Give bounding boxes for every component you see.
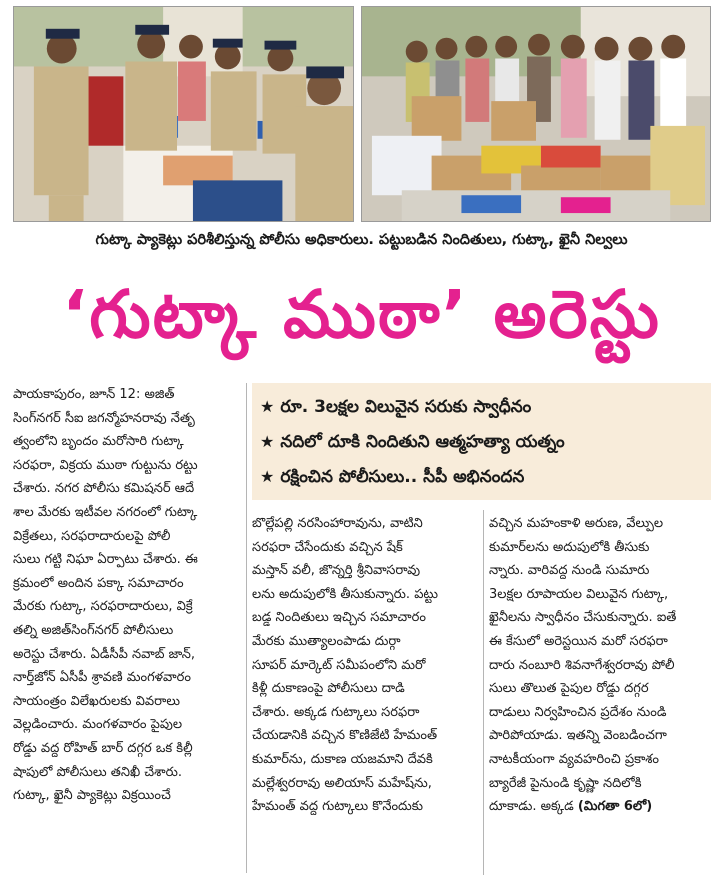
article-line: రోడ్డు వద్ద రోహిత్ బార్ దగ్గర ఒక కిల్లీ xyxy=(13,740,193,756)
article-line: శాల మేరకు ఇటీవల నగరంలో గుట్కా xyxy=(13,504,198,520)
article-line-end: దూకాడు. అక్కడ xyxy=(489,799,574,815)
highlight-item xyxy=(260,459,703,494)
article-line: కిళ్లీ దుకాణంపై పోలీసులు దాడి xyxy=(252,681,405,697)
article-line: దాడులు నిర్వహించిన ప్రదేశం నుండి xyxy=(489,704,667,720)
highlight-text: రక్షించిన పోలీసులు.. సీపీ అభినందన xyxy=(280,467,525,487)
article-line: వచ్చిన మహంకాళి అరుణ, వేల్పుల xyxy=(489,516,664,531)
article-line: కుమార్‌లను అదుపులోకి తీసుకు xyxy=(489,539,650,555)
article-line: పాయకాపురం, జూన్ 12: అజిత్ xyxy=(13,387,175,402)
article-line: పారిపోయాడు. ఇతన్ని వెంబడించగా xyxy=(489,728,667,744)
highlight-text: రూ. 3లక్షల విలువైన సరుకు స్వాధీనం xyxy=(280,397,532,417)
article-line: 3లక్షల రూపాయల విలువైన గుట్కా, xyxy=(489,586,669,602)
column-divider xyxy=(246,383,247,873)
article-line: దారు నంబూరి శివనాగేశ్వరరావు పోలీ xyxy=(489,657,675,673)
star-bullet-icon: ★ xyxy=(260,432,275,451)
photo-accused-with-seized-stock xyxy=(361,6,711,222)
article-line: కుమార్‌ను, దుకాణ యజమాని దేవకి xyxy=(252,751,433,767)
article-line: చేశారు. నగర పోలీసు కమిషనర్ ఆదే xyxy=(13,481,195,497)
continued-note: (మిగతా 6లో) xyxy=(577,799,653,815)
article-line: సాయంత్రం విలేఖరులకు వివరాలు xyxy=(13,693,181,709)
article-line: సులు గట్టి నిఘా ఏర్పాటు చేశారు. ఈ xyxy=(13,552,198,568)
article-line: అరెస్టు చేశారు. ఏడీసీపీ నవాబ్ జాన్, xyxy=(13,646,196,662)
photo-caption: గుట్కా ప్యాకెట్లు పరిశీలిస్తున్న పోలీసు అధికారులు. పట్టుబడిన నిందితులు, గుట్కా, ఖైనీ నిల్వలు xyxy=(95,232,628,248)
star-bullet-icon: ★ xyxy=(260,467,275,486)
article-line: బొల్లేపల్లి నరసింహారావును, వాటిని xyxy=(252,516,423,531)
article-line: సింగ్‌నగర్ సీఐ జగన్మోహనరావు నేతృ xyxy=(13,410,195,426)
article-line: మల్లేశ్వరరావు అలియాస్ మహేష్‌ను, xyxy=(252,775,432,791)
article-line: లను అదుపులోకి తీసుకున్నారు. పట్టు xyxy=(252,586,438,602)
article-line: షాపులో పోలీసులు తనిఖీ చేశారు. xyxy=(13,764,182,780)
article-line: క్రమంలో అందిన పక్కా సమాచారం xyxy=(13,575,184,591)
article-line: ఖైనీలను స్వాధీనం చేసుకున్నారు. ఐతే xyxy=(489,610,677,626)
article-line: ఈ కేసులో అరెస్టయిన మరో సరఫరా xyxy=(489,633,668,649)
article-line: మస్తాన్ వలీ, జొన్నర్తి శ్రీనివాసరావు xyxy=(252,563,421,579)
headline: ‘గుట్కా ముఠా’ అరెస్టు xyxy=(62,276,661,353)
article-line xyxy=(489,795,713,819)
article-line: హేమంత్ వద్ద గుట్కాలు కొనేందుకు xyxy=(252,799,424,815)
article-line: విక్రేతలు, సరఫరాదారులపై పోలీ xyxy=(13,528,171,544)
article-line: సూపర్ మార్కెట్ సమీపంలోని మరో xyxy=(252,657,426,673)
article-line: చేశారు. అక్కడ గుట్కాలు సరఫరా xyxy=(252,704,420,720)
photo-police-inspecting-image xyxy=(14,7,353,221)
article-line: తల్ని అజిత్‌సింగ్‌నగర్ పోలీసులు xyxy=(13,622,174,638)
highlight-text: నదిలో దూకి నిందితుని ఆత్మహత్యా యత్నం xyxy=(280,432,565,452)
photo-police-inspecting xyxy=(13,6,354,222)
highlight-item xyxy=(260,389,703,424)
star-bullet-icon: ★ xyxy=(260,397,275,416)
article-line: త్వంలోని బృందం మరోసారి గుట్కా xyxy=(13,434,184,450)
photo-accused-with-seized-stock-image xyxy=(362,7,710,221)
article-line: మేరకు గుట్కా, సరఫరాదారులు, విక్రే xyxy=(13,599,193,615)
article-line: నార్త్‌జోన్ ఏసీపీ శ్రావణి మంగళవారం xyxy=(13,670,191,686)
article-line: గుట్కా, ఖైనీ ప్యాకెట్లు విక్రయించే xyxy=(13,788,171,804)
article-line: బడ్డ నిందితులు ఇచ్చిన సమాచారం xyxy=(252,610,426,626)
highlight-item xyxy=(260,424,703,459)
article-column-2 xyxy=(252,512,478,877)
article-line: సరఫరా చేసేందుకు వచ్చిన షేక్ xyxy=(252,539,403,555)
article-column-3 xyxy=(489,512,713,877)
column-divider xyxy=(483,510,484,875)
article-line: సులు తొలుత పైపుల రోడ్డు దగ్గర xyxy=(489,681,649,697)
article-column-1 xyxy=(13,383,239,873)
article-line: వెల్లడించారు. మంగళవారం పైపుల xyxy=(13,717,183,733)
article-line: నాటకీయంగా వ్యవహరించి ప్రకాశం xyxy=(489,751,659,767)
article-line: మేరకు ముత్యాలంపాడు దుర్గా xyxy=(252,633,401,649)
article-line: న్నారు. వారివద్ద నుండి సుమారు xyxy=(489,563,650,579)
highlights-box xyxy=(252,383,711,500)
article-line: చేయడానికి వచ్చిన కొణిజేటి హేమంత్ xyxy=(252,728,438,744)
article-line: బ్యారేజీ పైనుండి కృష్ణా నదిలోకి xyxy=(489,775,642,791)
article-line: సరఫరా, విక్రయ ముఠా గుట్టును రట్టు xyxy=(13,457,198,473)
